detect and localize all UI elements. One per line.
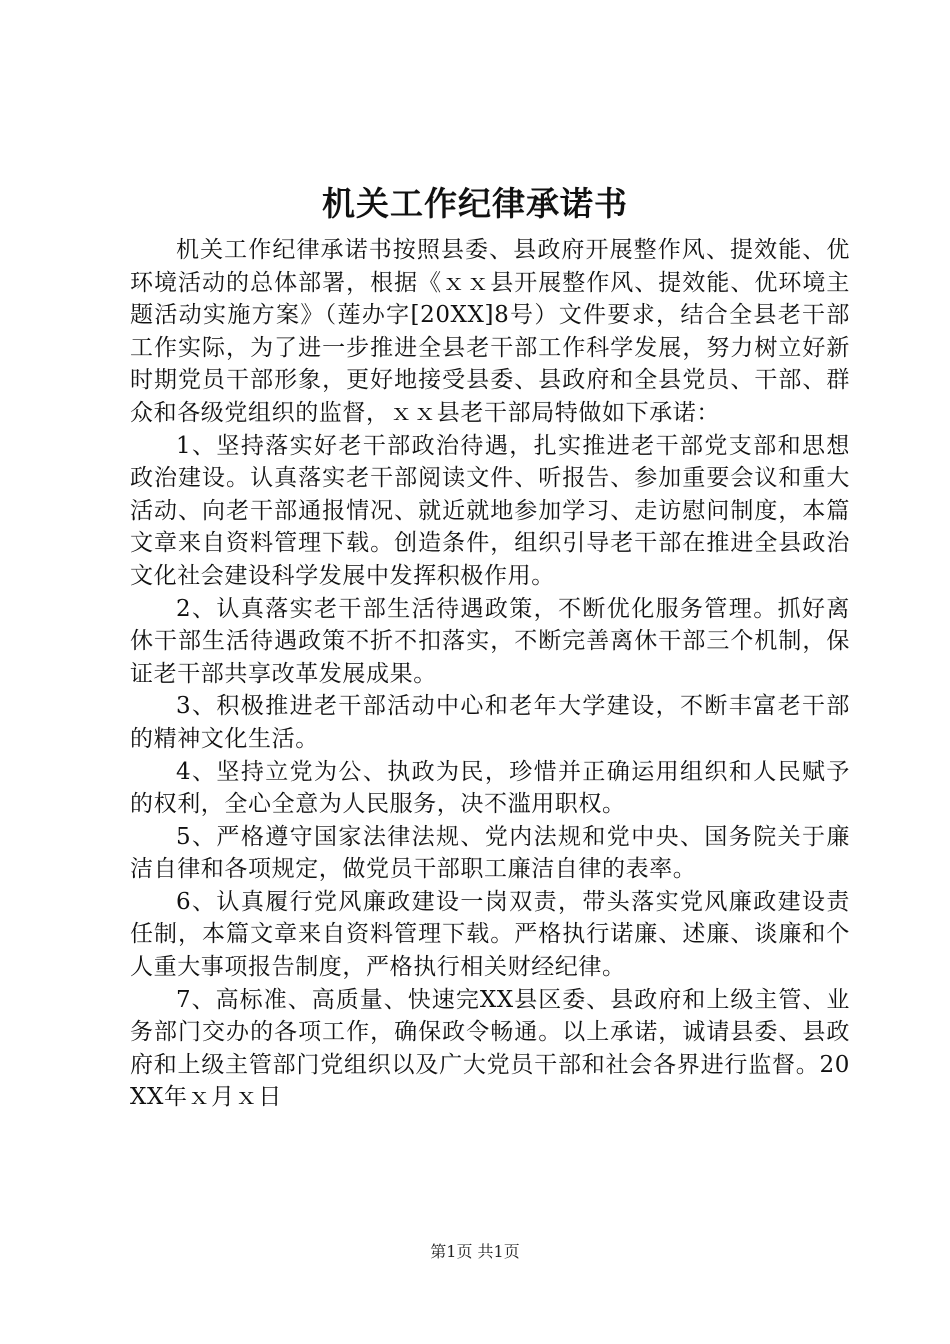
- paragraph-item-1: 1、坚持落实好老干部政治待遇，扎实推进老干部党支部和思想政治建设。认真落实老干部阅读文件、听报告、参加重要会议和重大活动、向老干部通报情况、就近就地参加学习、走访慰问制度，本篇文章来自资料管理下载。创造条件，组织引导老干部在推进全县政治文化社会建设科学发展中发挥积极作用。: [130, 432, 850, 589]
- paragraph-item-5: 5、严格遵守国家法律法规、党内法规和党中央、国务院关于廉洁自律和各项规定，做党员干部职工廉洁自律的表率。: [130, 823, 850, 883]
- document-body: [130, 234, 850, 1114]
- paragraph-item-3: 3、积极推进老干部活动中心和老年大学建设，不断丰富老干部的精神文化生活。: [130, 693, 850, 752]
- paragraph-item-6: 6、认真履行党风廉政建设一岗双责，带头落实党风廉政建设责任制，本篇文章来自资料管理下载。严格执行诺廉、述廉、谈廉和个人重大事项报告制度，严格执行相关财经纪律。: [130, 888, 850, 981]
- paragraph-item-4: 4、坚持立党为公、执政为民，珍惜并正确运用组织和人民赋予的权利，全心全意为人民服务，决不滥用职权。: [130, 758, 850, 818]
- paragraph-item-7: 7、高标准、高质量、快速完XX县区委、县政府和上级主管、业务部门交办的各项工作，确保政令畅通。以上承诺，诚请县委、县政府和上级主管部门党组织以及广大党员干部和社会各界进行监督。20XX年ｘ月ｘ日: [130, 986, 850, 1111]
- document-title: 机关工作纪律承诺书: [322, 184, 628, 223]
- page-number-footer: 第1页 共1页: [430, 1242, 520, 1261]
- paragraph-item-2: 2、认真落实老干部生活待遇政策，不断优化服务管理。抓好离休干部生活待遇政策不折不扣落实，不断完善离休干部三个机制，保证老干部共享改革发展成果。: [130, 595, 850, 687]
- paragraph-intro: 机关工作纪律承诺书按照县委、县政府开展整作风、提效能、优环境活动的总体部署，根据《ｘｘ县开展整作风、提效能、优环境主题活动实施方案》（莲办字[20XX]8号）文件要求，结合全县老干部工作实际，为了进一步推进全县老干部工作科学发展，努力树立好新时期党员干部形象，更好地接受县委、县政府和全县党员、干部、群众和各级党组织的监督，ｘｘ县老干部局特做如下承诺：: [130, 237, 850, 426]
